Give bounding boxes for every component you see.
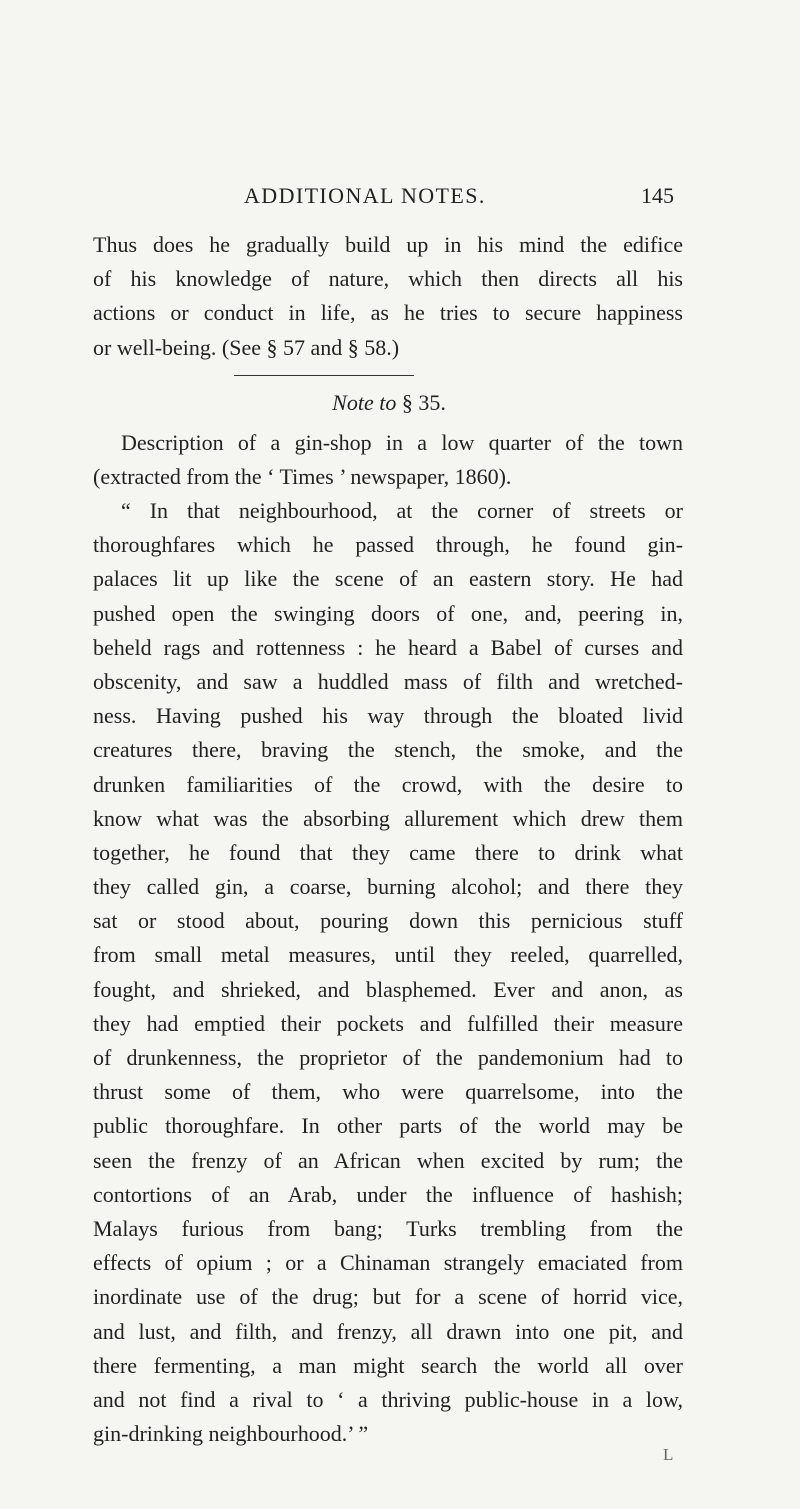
- text-line: they had emptied their pockets and fulfilled their measure: [93, 1010, 683, 1036]
- section-divider: [234, 375, 414, 376]
- text-line: together, he found that they came there to drink what: [93, 839, 683, 865]
- text-line: sat or stood about, pouring down this pernicious stuff: [93, 908, 683, 934]
- text-line: (extracted from the ‘ Times ’ newspaper, 1860).: [93, 464, 512, 490]
- text-line: pushed open the swinging doors of one, and, peering in,: [93, 600, 683, 626]
- running-title: ADDITIONAL NOTES.: [244, 183, 486, 208]
- text-line: there fermenting, a man might search the world all over: [93, 1352, 683, 1378]
- paragraph-quotation: [93, 494, 683, 1451]
- text-line: thoroughfares which he passed through, he found gin-: [93, 532, 683, 558]
- text-line: creatures there, braving the stench, the smoke, and the: [93, 737, 683, 763]
- signature-mark: L: [663, 1445, 674, 1464]
- note-heading: [0, 390, 800, 416]
- text-line: know what was the absorbing allurement which drew them: [93, 805, 683, 831]
- text-line: actions or conduct in life, as he tries to secure happiness: [93, 300, 683, 326]
- text-line: of drunkenness, the proprietor of the pandemonium had to: [93, 1045, 683, 1070]
- text-line: gin-drinking neighbourhood.’ ”: [93, 1421, 369, 1447]
- text-line: of his knowledge of nature, which then directs all his: [93, 266, 683, 292]
- text-line: obscenity, and saw a huddled mass of filth and wretched-: [93, 668, 683, 694]
- text-line: or well-being. (See § 57 and § 58.): [93, 334, 400, 360]
- text-line: inordinate use of the drug; but for a scene of horrid vice,: [93, 1284, 683, 1310]
- text-line: beheld rags and rottenness : he heard a Babel of curses and: [93, 634, 683, 660]
- text-line: palaces lit up like the scene of an eastern story. He had: [93, 566, 683, 592]
- text-line: drunken familiarities of the crowd, with the desire to: [93, 771, 683, 797]
- text-line: and not find a rival to ‘ a thriving public-house in a low,: [93, 1386, 683, 1412]
- page-number: 145: [641, 183, 674, 208]
- text-line: Thus does he gradually build up in his mind the edifice: [93, 232, 683, 257]
- paragraph-intro: [93, 228, 683, 365]
- text-line: fought, and shrieked, and blasphemed. Ever and anon, as: [93, 976, 683, 1002]
- text-line: public thoroughfare. In other parts of the world may be: [93, 1113, 683, 1139]
- text-line: contortions of an Arab, under the influence of hashish;: [93, 1181, 683, 1207]
- text-line: thrust some of them, who were quarrelsome, into the: [93, 1079, 683, 1105]
- paragraph-description: [93, 426, 683, 494]
- text-line: and lust, and filth, and frenzy, all drawn into one pit, and: [93, 1318, 683, 1344]
- text-line: Description of a gin-shop in a low quarter of the town: [121, 430, 683, 455]
- running-head: [0, 183, 800, 217]
- text-line: from small metal measures, until they reeled, quarrelled,: [93, 942, 683, 968]
- text-line: effects of opium ; or a Chinaman strangely emaciated from: [93, 1250, 683, 1276]
- text-line: Malays furious from bang; Turks trembling from the: [93, 1215, 683, 1241]
- text-line: they called gin, a coarse, burning alcohol; and there they: [93, 874, 683, 900]
- text-line: ness. Having pushed his way through the bloated livid: [93, 703, 683, 729]
- text-line: seen the frenzy of an African when excited by rum; the: [93, 1147, 683, 1173]
- note-label: Note to: [332, 390, 397, 415]
- text-line: “ In that neighbourhood, at the corner of streets or: [121, 498, 683, 523]
- note-section: § 35.: [401, 390, 446, 415]
